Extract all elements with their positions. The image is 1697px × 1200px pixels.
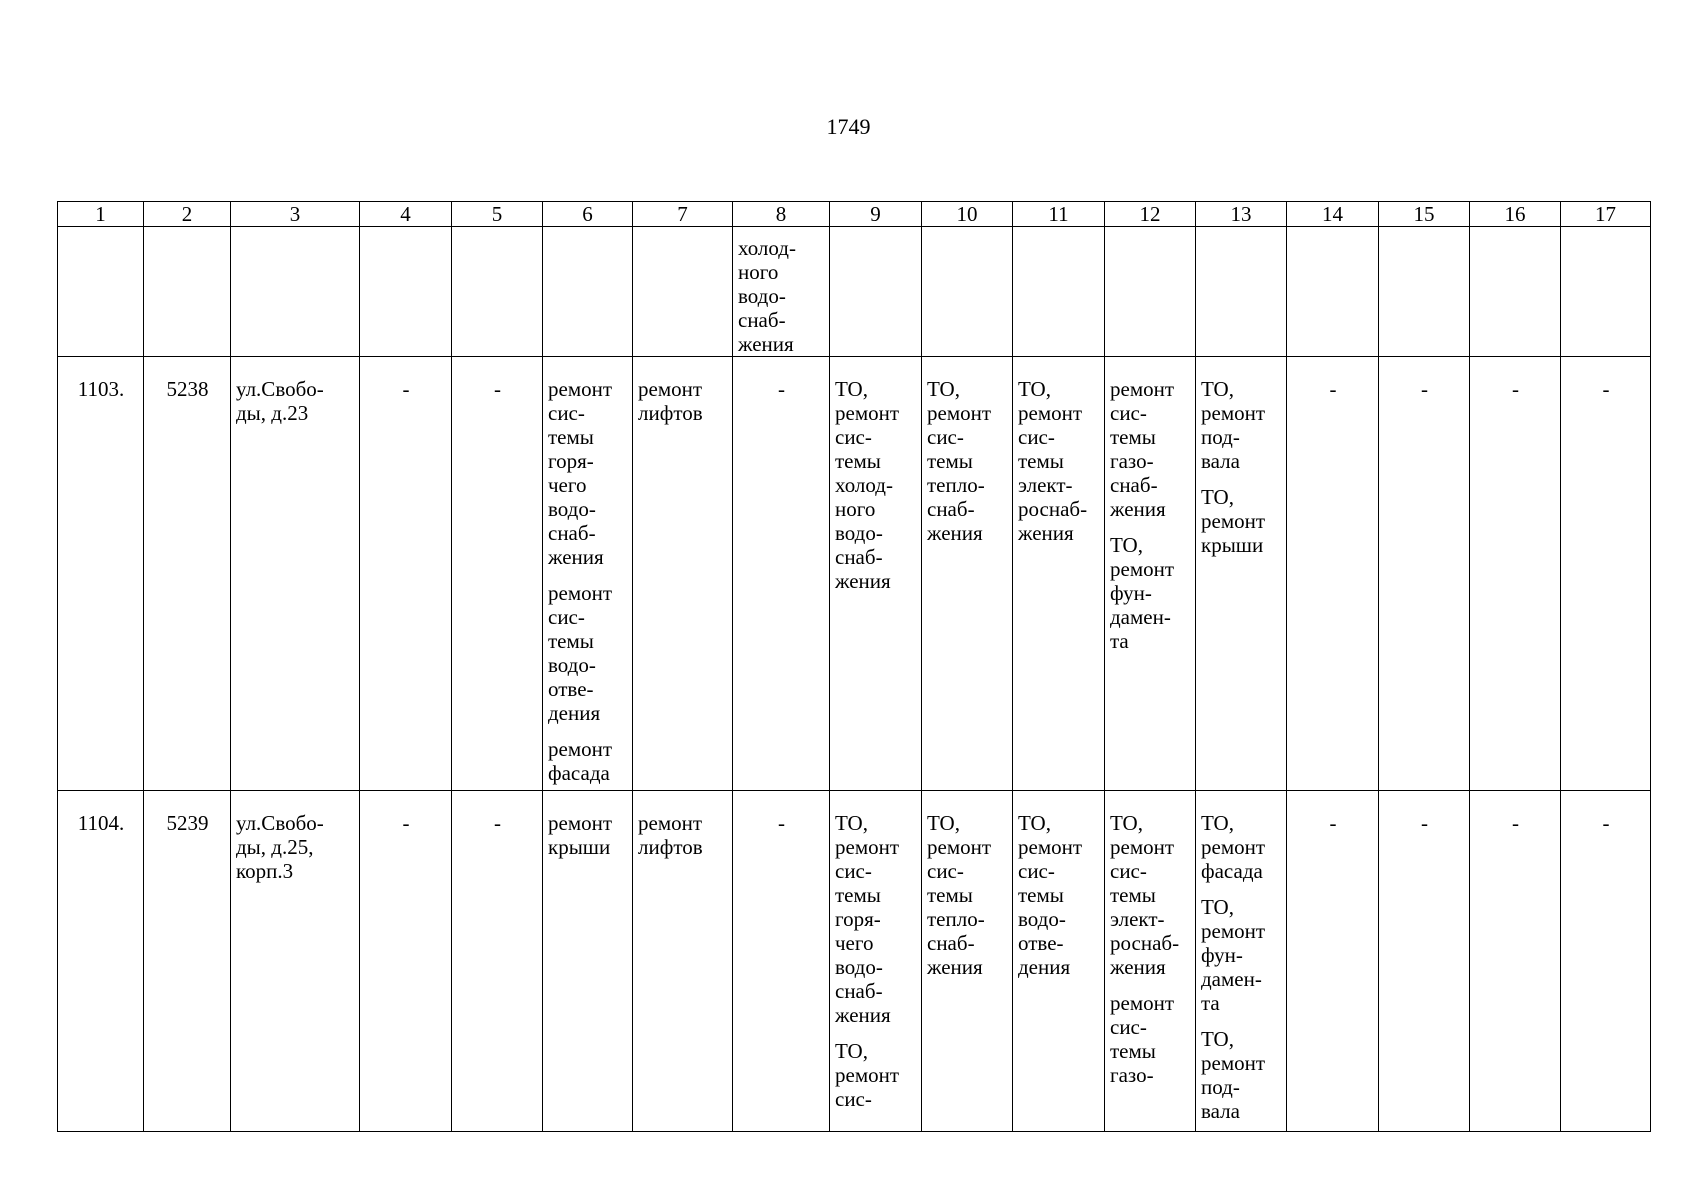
table-cell: - <box>1470 791 1561 1132</box>
header-cell: 3 <box>231 202 360 227</box>
table-cell <box>231 227 360 357</box>
table-cell: - <box>452 357 543 791</box>
header-cell: 14 <box>1287 202 1379 227</box>
table-row <box>58 791 1651 1132</box>
table-cell <box>922 227 1013 357</box>
table-cell <box>733 227 830 357</box>
table-cell: ремонт лифтов <box>633 791 733 1132</box>
page-number: 1749 <box>826 114 871 139</box>
continuation-row <box>58 227 1651 357</box>
table-cell <box>1287 227 1379 357</box>
table-cell <box>830 791 922 1132</box>
cell-text: ремонт сис- темы газо- снаб- жения <box>1110 377 1175 521</box>
cell-text: ТО, ремонт сис- темы тепло- снаб- жения <box>927 811 992 979</box>
table-cell <box>543 791 633 1132</box>
table-cell <box>1105 791 1196 1132</box>
table-cell <box>1105 357 1196 791</box>
table-cell <box>1196 791 1287 1132</box>
header-cell: 13 <box>1196 202 1287 227</box>
cell-text: ТО, ремонт сис- темы элект- роснаб- жения <box>1018 377 1088 545</box>
table-cell: - <box>1561 357 1651 791</box>
table-cell <box>830 227 922 357</box>
table-cell: - <box>1379 791 1470 1132</box>
header-cell: 8 <box>733 202 830 227</box>
table-cell <box>58 227 144 357</box>
cell-text: ремонт сис- темы водо- отве- дения <box>548 581 613 725</box>
cell-text: ТО, ремонт крыши <box>1201 485 1266 557</box>
cell-text: ТО, ремонт под- вала <box>1201 377 1266 473</box>
table-cell <box>543 357 633 791</box>
cell-text: ремонт сис- темы горя- чего водо- снаб- жения <box>548 377 613 569</box>
cell-text: холод- ного водо- снаб- жения <box>738 236 796 356</box>
header-cell: 6 <box>543 202 633 227</box>
table-cell: - <box>1470 357 1561 791</box>
header-cell: 17 <box>1561 202 1651 227</box>
cell-text: ТО, ремонт фун- дамен- та <box>1201 895 1266 1015</box>
header-cell: 7 <box>633 202 733 227</box>
table-cell: - <box>1287 791 1379 1132</box>
table-cell <box>633 227 733 357</box>
header-cell: 5 <box>452 202 543 227</box>
row-code: 5239 <box>144 791 231 1132</box>
cell-text: ТО, ремонт сис- темы холод- ного водо- снаб- жения <box>835 377 900 593</box>
table-cell <box>922 357 1013 791</box>
header-cell: 15 <box>1379 202 1470 227</box>
cell-text: ТО, ремонт сис- темы горя- чего водо- снаб- жения <box>835 811 900 1027</box>
table-cell <box>1013 357 1105 791</box>
table-cell <box>1379 227 1470 357</box>
table-cell <box>830 357 922 791</box>
header-cell: 11 <box>1013 202 1105 227</box>
table-cell: ремонт лифтов <box>633 357 733 791</box>
cell-text: ремонт крыши <box>548 811 613 859</box>
table-cell <box>1196 357 1287 791</box>
cell-text: ТО, ремонт сис- <box>835 1039 900 1111</box>
cell-text: ремонт фасада <box>548 737 613 785</box>
header-cell: 2 <box>144 202 231 227</box>
table-cell <box>543 227 633 357</box>
header-cell: 16 <box>1470 202 1561 227</box>
row-number: 1103. <box>58 357 144 791</box>
table-cell <box>1013 227 1105 357</box>
table-cell <box>452 227 543 357</box>
header-cell: 1 <box>58 202 144 227</box>
table-cell: - <box>1379 357 1470 791</box>
table-cell: - <box>733 791 830 1132</box>
table-cell: - <box>1287 357 1379 791</box>
header-cell: 9 <box>830 202 922 227</box>
cell-text: ТО, ремонт сис- темы водо- отве- дения <box>1018 811 1083 979</box>
table-row <box>58 357 1651 791</box>
table-cell: - <box>360 357 452 791</box>
row-code: 5238 <box>144 357 231 791</box>
table-cell <box>1013 791 1105 1132</box>
table-cell <box>922 791 1013 1132</box>
cell-text: ТО, ремонт под- вала <box>1201 1027 1266 1123</box>
row-address: ул.Свобо- ды, д.25, корп.3 <box>231 791 360 1132</box>
row-number: 1104. <box>58 791 144 1132</box>
table-cell: - <box>1561 791 1651 1132</box>
table-cell <box>1561 227 1651 357</box>
table-cell <box>1470 227 1561 357</box>
table-cell: - <box>360 791 452 1132</box>
data-table <box>57 201 1651 1132</box>
table-cell <box>360 227 452 357</box>
header-row <box>58 202 1651 227</box>
header-cell: 10 <box>922 202 1013 227</box>
table-cell <box>1105 227 1196 357</box>
table-cell <box>1196 227 1287 357</box>
table-cell <box>144 227 231 357</box>
table-cell: - <box>452 791 543 1132</box>
header-cell: 12 <box>1105 202 1196 227</box>
cell-text: ремонт сис- темы газо- <box>1110 991 1175 1087</box>
header-cell: 4 <box>360 202 452 227</box>
cell-text: ТО, ремонт сис- темы элект- роснаб- жения <box>1110 811 1180 979</box>
cell-text: ТО, ремонт сис- темы тепло- снаб- жения <box>927 377 992 545</box>
cell-text: ТО, ремонт фун- дамен- та <box>1110 533 1175 653</box>
table-cell: - <box>733 357 830 791</box>
row-address: ул.Свобо- ды, д.23 <box>231 357 360 791</box>
cell-text: ТО, ремонт фасада <box>1201 811 1266 883</box>
